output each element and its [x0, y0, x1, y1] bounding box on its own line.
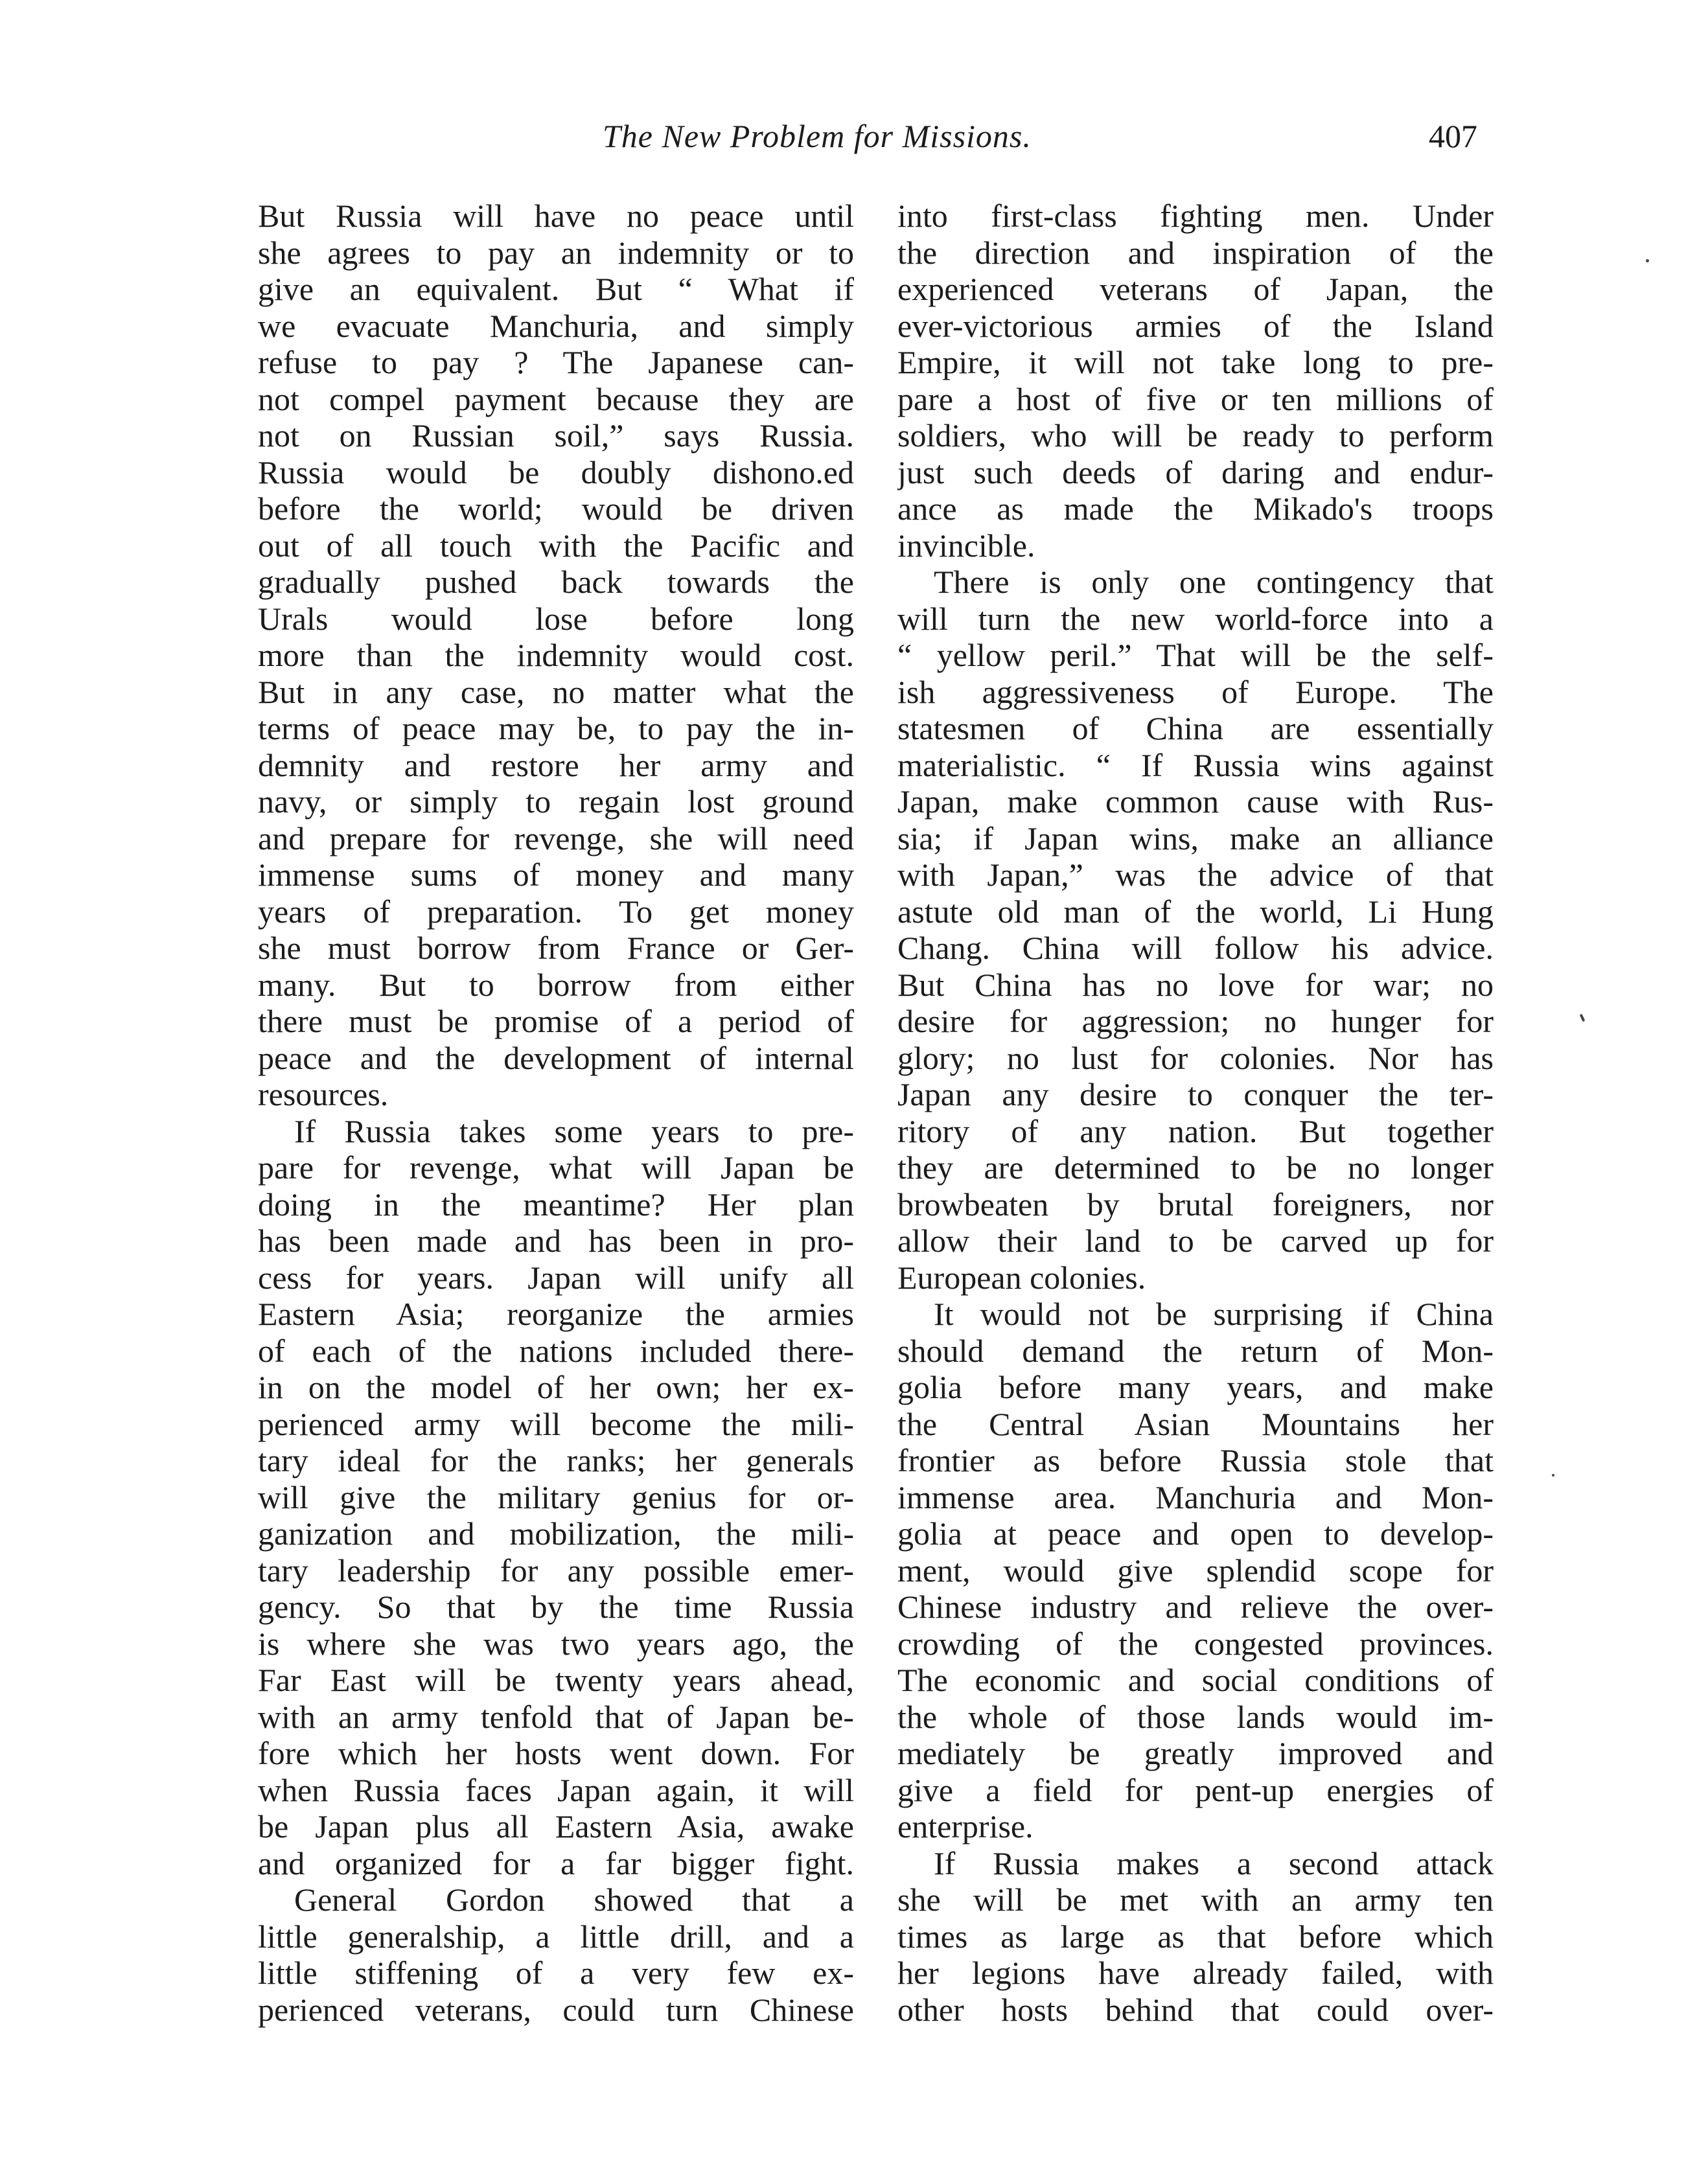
text-line: immense sums of money and many	[258, 856, 854, 893]
text-line: materialistic. “ If Russia wins against	[897, 746, 1494, 783]
text-line: cess for years. Japan will unify all	[258, 1259, 854, 1296]
text-line: golia before many years, and make	[897, 1369, 1494, 1405]
text-line: It would not be surprising if China	[934, 1296, 1494, 1332]
text-line: ritory of any nation. But together	[897, 1112, 1494, 1149]
text-line: desire for aggression; no hunger for	[897, 1003, 1494, 1039]
text-line: should demand the return of Mon-	[897, 1332, 1494, 1369]
text-line: give an equivalent. But “ What if	[258, 271, 854, 307]
text-line: But China has no love for war; no	[897, 966, 1494, 1003]
text-line: into first-class fighting men. Under	[897, 198, 1494, 234]
text-line: ment, would give splendid scope for	[897, 1552, 1494, 1589]
running-title: The New Problem for Missions.	[603, 118, 1032, 154]
text-line: in on the model of her own; her ex-	[258, 1369, 854, 1405]
text-line: refuse to pay ? The Japanese can-	[258, 344, 854, 380]
text-line: many. But to borrow from either	[258, 966, 854, 1003]
text-line: ganization and mobilization, the mili-	[258, 1515, 854, 1552]
text-line: just such deeds of daring and endur-	[897, 454, 1494, 490]
text-line: Japan, make common cause with Rus-	[897, 783, 1494, 820]
text-line: and prepare for revenge, she will need	[258, 820, 854, 856]
text-line: will give the military genius for or-	[258, 1478, 854, 1515]
text-line: enterprise.	[897, 1808, 1034, 1845]
text-line: But in any case, no matter what the	[258, 673, 854, 710]
text-line: peace and the development of internal	[258, 1039, 854, 1076]
text-line: invincible.	[897, 527, 1035, 564]
text-line: when Russia faces Japan again, it will	[258, 1771, 854, 1808]
text-line: Far East will be twenty years ahead,	[258, 1662, 854, 1698]
text-line: immense area. Manchuria and Mon-	[897, 1478, 1494, 1515]
text-line: golia at peace and open to develop-	[897, 1515, 1494, 1552]
text-line: glory; no lust for colonies. Nor has	[897, 1039, 1494, 1076]
text-line: she must borrow from France or Ger-	[258, 930, 854, 966]
text-line: and organized for a far bigger fight.	[258, 1845, 854, 1881]
text-line: be Japan plus all Eastern Asia, awake	[258, 1808, 854, 1845]
text-line: Chang. China will follow his advice.	[897, 930, 1494, 966]
text-line: the whole of those lands would im-	[897, 1698, 1494, 1735]
text-line: crowding of the congested provinces.	[897, 1625, 1494, 1662]
text-line: experienced veterans of Japan, the	[897, 271, 1494, 307]
text-line: ish aggressiveness of Europe. The	[897, 673, 1494, 710]
text-line: other hosts behind that could over-	[897, 1991, 1494, 2028]
text-line: “ yellow peril.” That will be the self-	[897, 637, 1494, 673]
text-line: If Russia takes some years to pre-	[294, 1112, 854, 1149]
text-line: she agrees to pay an indemnity or to	[258, 234, 854, 271]
text-line: perienced army will become the mili-	[258, 1405, 854, 1442]
text-line: There is only one contingency that	[934, 564, 1494, 600]
text-line: her legions have already failed, with	[897, 1955, 1494, 1991]
scan-speck	[1646, 259, 1649, 262]
text-line: of each of the nations included there-	[258, 1332, 854, 1369]
text-line: gradually pushed back towards the	[258, 564, 854, 600]
text-line: out of all touch with the Pacific and	[258, 527, 854, 564]
text-line: gency. So that by the time Russia	[258, 1589, 854, 1625]
text-line: European colonies.	[897, 1259, 1146, 1296]
text-line: they are determined to be no longer	[897, 1149, 1494, 1186]
text-line: Japan any desire to conquer the ter-	[897, 1076, 1494, 1112]
text-line: the Central Asian Mountains her	[897, 1405, 1494, 1442]
text-line: pare for revenge, what will Japan be	[258, 1149, 854, 1186]
text-line: Russia would be doubly dishono.ed	[258, 454, 854, 490]
text-line: General Gordon showed that a	[294, 1881, 854, 1918]
text-line: Eastern Asia; reorganize the armies	[258, 1296, 854, 1332]
text-line: demnity and restore her army and	[258, 746, 854, 783]
text-line: she will be met with an army ten	[897, 1881, 1494, 1918]
text-line: terms of peace may be, to pay the in-	[258, 710, 854, 746]
text-line: If Russia makes a second attack	[934, 1845, 1494, 1881]
text-line: Urals would lose before long	[258, 600, 854, 637]
text-line: ance as made the Mikado's troops	[897, 490, 1494, 527]
text-line: give a field for pent-up energies of	[897, 1771, 1494, 1808]
text-line: mediately be greatly improved and	[897, 1735, 1494, 1771]
text-line: sia; if Japan wins, make an alliance	[897, 820, 1494, 856]
text-line: years of preparation. To get money	[258, 893, 854, 930]
text-line: is where she was two years ago, the	[258, 1625, 854, 1662]
text-line: pare a host of five or ten millions of	[897, 380, 1494, 417]
text-column-left	[258, 198, 854, 2028]
text-line: not on Russian soil,” says Russia.	[258, 417, 854, 454]
text-line: resources.	[258, 1076, 389, 1112]
text-line: The economic and social conditions of	[897, 1662, 1494, 1698]
text-line: navy, or simply to regain lost ground	[258, 783, 854, 820]
text-line: allow their land to be carved up for	[897, 1223, 1494, 1259]
text-line: times as large as that before which	[897, 1918, 1494, 1955]
text-line: with an army tenfold that of Japan be-	[258, 1698, 854, 1735]
text-line: has been made and has been in pro-	[258, 1223, 854, 1259]
scan-speck	[1552, 1474, 1554, 1477]
text-line: fore which her hosts went down. For	[258, 1735, 854, 1771]
text-line: soldiers, who will be ready to perform	[897, 417, 1494, 454]
text-line: Empire, it will not take long to pre-	[897, 344, 1494, 380]
text-line: browbeaten by brutal foreigners, nor	[897, 1186, 1494, 1223]
text-line: with Japan,” was the advice of that	[897, 856, 1494, 893]
text-line: the direction and inspiration of the	[897, 234, 1494, 271]
page-number: 407	[1429, 118, 1477, 154]
text-line: frontier as before Russia stole that	[897, 1442, 1494, 1478]
text-column-right	[897, 198, 1494, 2028]
text-line: tary leadership for any possible emer-	[258, 1552, 854, 1589]
text-line: astute old man of the world, Li Hung	[897, 893, 1494, 930]
text-line: more than the indemnity would cost.	[258, 637, 854, 673]
text-line: statesmen of China are essentially	[897, 710, 1494, 746]
text-line: before the world; would be driven	[258, 490, 854, 527]
text-line: will turn the new world-force into a	[897, 600, 1494, 637]
text-line: doing in the meantime? Her plan	[258, 1186, 854, 1223]
text-line: we evacuate Manchuria, and simply	[258, 307, 854, 344]
text-line: there must be promise of a period of	[258, 1003, 854, 1039]
text-line: little stiffening of a very few ex-	[258, 1955, 854, 1991]
text-line: tary ideal for the ranks; her generals	[258, 1442, 854, 1478]
text-line: But Russia will have no peace until	[258, 198, 854, 234]
text-line: little generalship, a little drill, and a	[258, 1918, 854, 1955]
text-line: perienced veterans, could turn Chinese	[258, 1991, 854, 2028]
text-line: not compel payment because they are	[258, 380, 854, 417]
text-line: ever-victorious armies of the Island	[897, 307, 1494, 344]
scan-speck	[1580, 1014, 1586, 1022]
text-line: Chinese industry and relieve the over-	[897, 1589, 1494, 1625]
